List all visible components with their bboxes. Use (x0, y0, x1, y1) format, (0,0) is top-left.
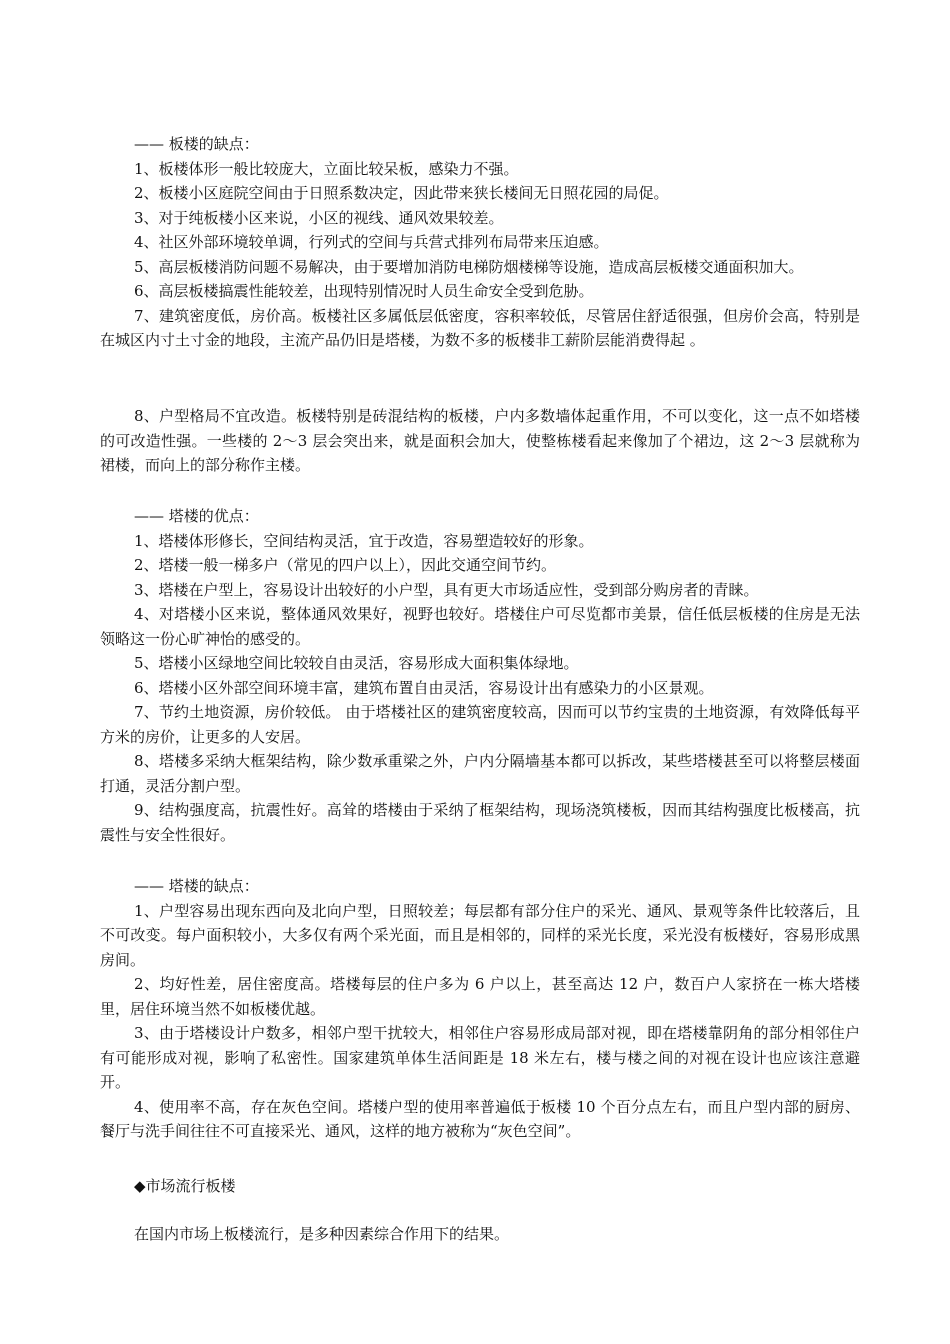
list-item: 8、户型格局不宜改造。板楼特别是砖混结构的板楼，户内多数墙体起重作用，不可以变化，这一点不如塔楼的可改造性强。一些楼的 2～3 层会突出来，就是面积会加大，使整栋楼看起来像加了个裙边，这 2～3 层就称为裙楼，而向上的部分称作主楼。 (100, 407, 860, 474)
list-item: 1、户型容易出现东西向及北向户型，日照较差；每层都有部分住户的采光、通风、景观等条件比较落后，且不可改变。每户面积较小，大多仅有两个采光面，而且是相邻的，同样的采光长度，采光没有板楼好，容易形成黑房间。 (100, 901, 860, 969)
list-item: 4、对塔楼小区来说，整体通风效果好，视野也较好。塔楼住户可尽览都市美景，信任低层板楼的住房是无法领略这一份心旷神怡的感受的。 (100, 605, 860, 648)
list-item: 4、社区外部环境较单调，行列式的空间与兵营式排列布局带来压迫感。 (134, 233, 609, 251)
list-item: 2、塔楼一般一梯多户（常见的四户以上），因此交通空间节约。 (134, 556, 557, 574)
section-banlou-cons (100, 132, 860, 353)
list-item: 9、结构强度高，抗震性好。高耸的塔楼由于采纳了框架结构，现场浇筑楼板，因而其结构强度比板楼高，抗震性与安全性很好。 (100, 801, 860, 844)
list-item: 1、塔楼体形修长，空间结构灵活，宜于改造，容易塑造较好的形象。 (134, 531, 594, 550)
list-item: 5、高层板楼消防问题不易解决，由于要增加消防电梯防烟楼梯等设施，造成高层板楼交通面积加大。 (134, 257, 804, 276)
list-item: 3、对于纯板楼小区来说，小区的视线、通风效果较差。 (134, 208, 504, 227)
paragraph: 在国内市场上板楼流行，是多种因素综合作用下的结果。 (134, 1225, 510, 1243)
list-item: 2、均好性差，居住密度高。塔楼每层的住户多为 6 户以上，甚至高达 12 户，数百户人家挤在一栋大塔楼里，居住环境当然不如板楼优越。 (100, 975, 860, 1018)
section-heading: —— 塔楼的缺点： (134, 877, 259, 895)
list-item: 5、塔楼小区绿地空间比较较自由灵活，容易形成大面积集体绿地。 (134, 654, 579, 672)
section-banlou-cons-cont (100, 404, 860, 478)
list-item: 6、高层板楼搞震性能较差，出现特别情况时人员生命安全受到危胁。 (134, 282, 594, 300)
section-talou-cons (100, 874, 860, 1144)
section-heading: —— 板楼的缺点： (134, 135, 259, 153)
section-heading: ◆市场流行板楼 (134, 1177, 236, 1195)
list-item: 7、节约土地资源，房价较低。 由于塔楼社区的建筑密度较高，因而可以节约宝贵的土地资源，有效降低每平方米的房价，让更多的人安居。 (100, 703, 860, 746)
list-item: 4、使用率不高，存在灰色空间。塔楼户型的使用率普遍低于板楼 10 个百分点左右，而且户型内部的厨房、餐厅与洗手间往往不可直接采光、通风，这样的地方被称为“灰色空间”。 (100, 1097, 860, 1140)
list-item: 3、由于塔楼设计户数多，相邻户型干扰较大，相邻住户容易形成局部对视，即在塔楼靠阴角的部分相邻住户有可能形成对视，影响了私密性。国家建筑单体生活间距是 18 米左右，楼与楼之间的对视在设计也应该注意避开。 (100, 1024, 860, 1091)
list-item: 1、板楼体形一般比较庞大，立面比较呆板，感染力不强。 (134, 159, 519, 178)
list-item: 6、塔楼小区外部空间环境丰富，建筑布置自由灵活，容易设计出有感染力的小区景观。 (134, 678, 714, 697)
section-market-text (100, 1222, 860, 1247)
section-heading: —— 塔楼的优点： (134, 507, 259, 525)
section-talou-pros (100, 504, 860, 847)
list-item: 3、塔楼在户型上，容易设计出较好的小户型，具有更大市场适应性，受到部分购房者的青睐。 (134, 580, 759, 599)
list-item: 2、板楼小区庭院空间由于日照系数决定，因此带来狭长楼间无日照花园的局促。 (134, 184, 669, 202)
list-item: 7、建筑密度低，房价高。板楼社区多属低层低密度，容积率较低，尽管居住舒适很强，但房价会高，特别是在城区内寸土寸金的地段，主流产品仍旧是塔楼，为数不多的板楼非工薪阶层能消费得起 。 (100, 306, 860, 349)
section-market (100, 1174, 860, 1199)
list-item: 8、塔楼多采纳大框架结构，除少数承重梁之外，户内分隔墙基本都可以拆改，某些塔楼甚至可以将整层楼面打通，灵活分割户型。 (100, 752, 860, 795)
